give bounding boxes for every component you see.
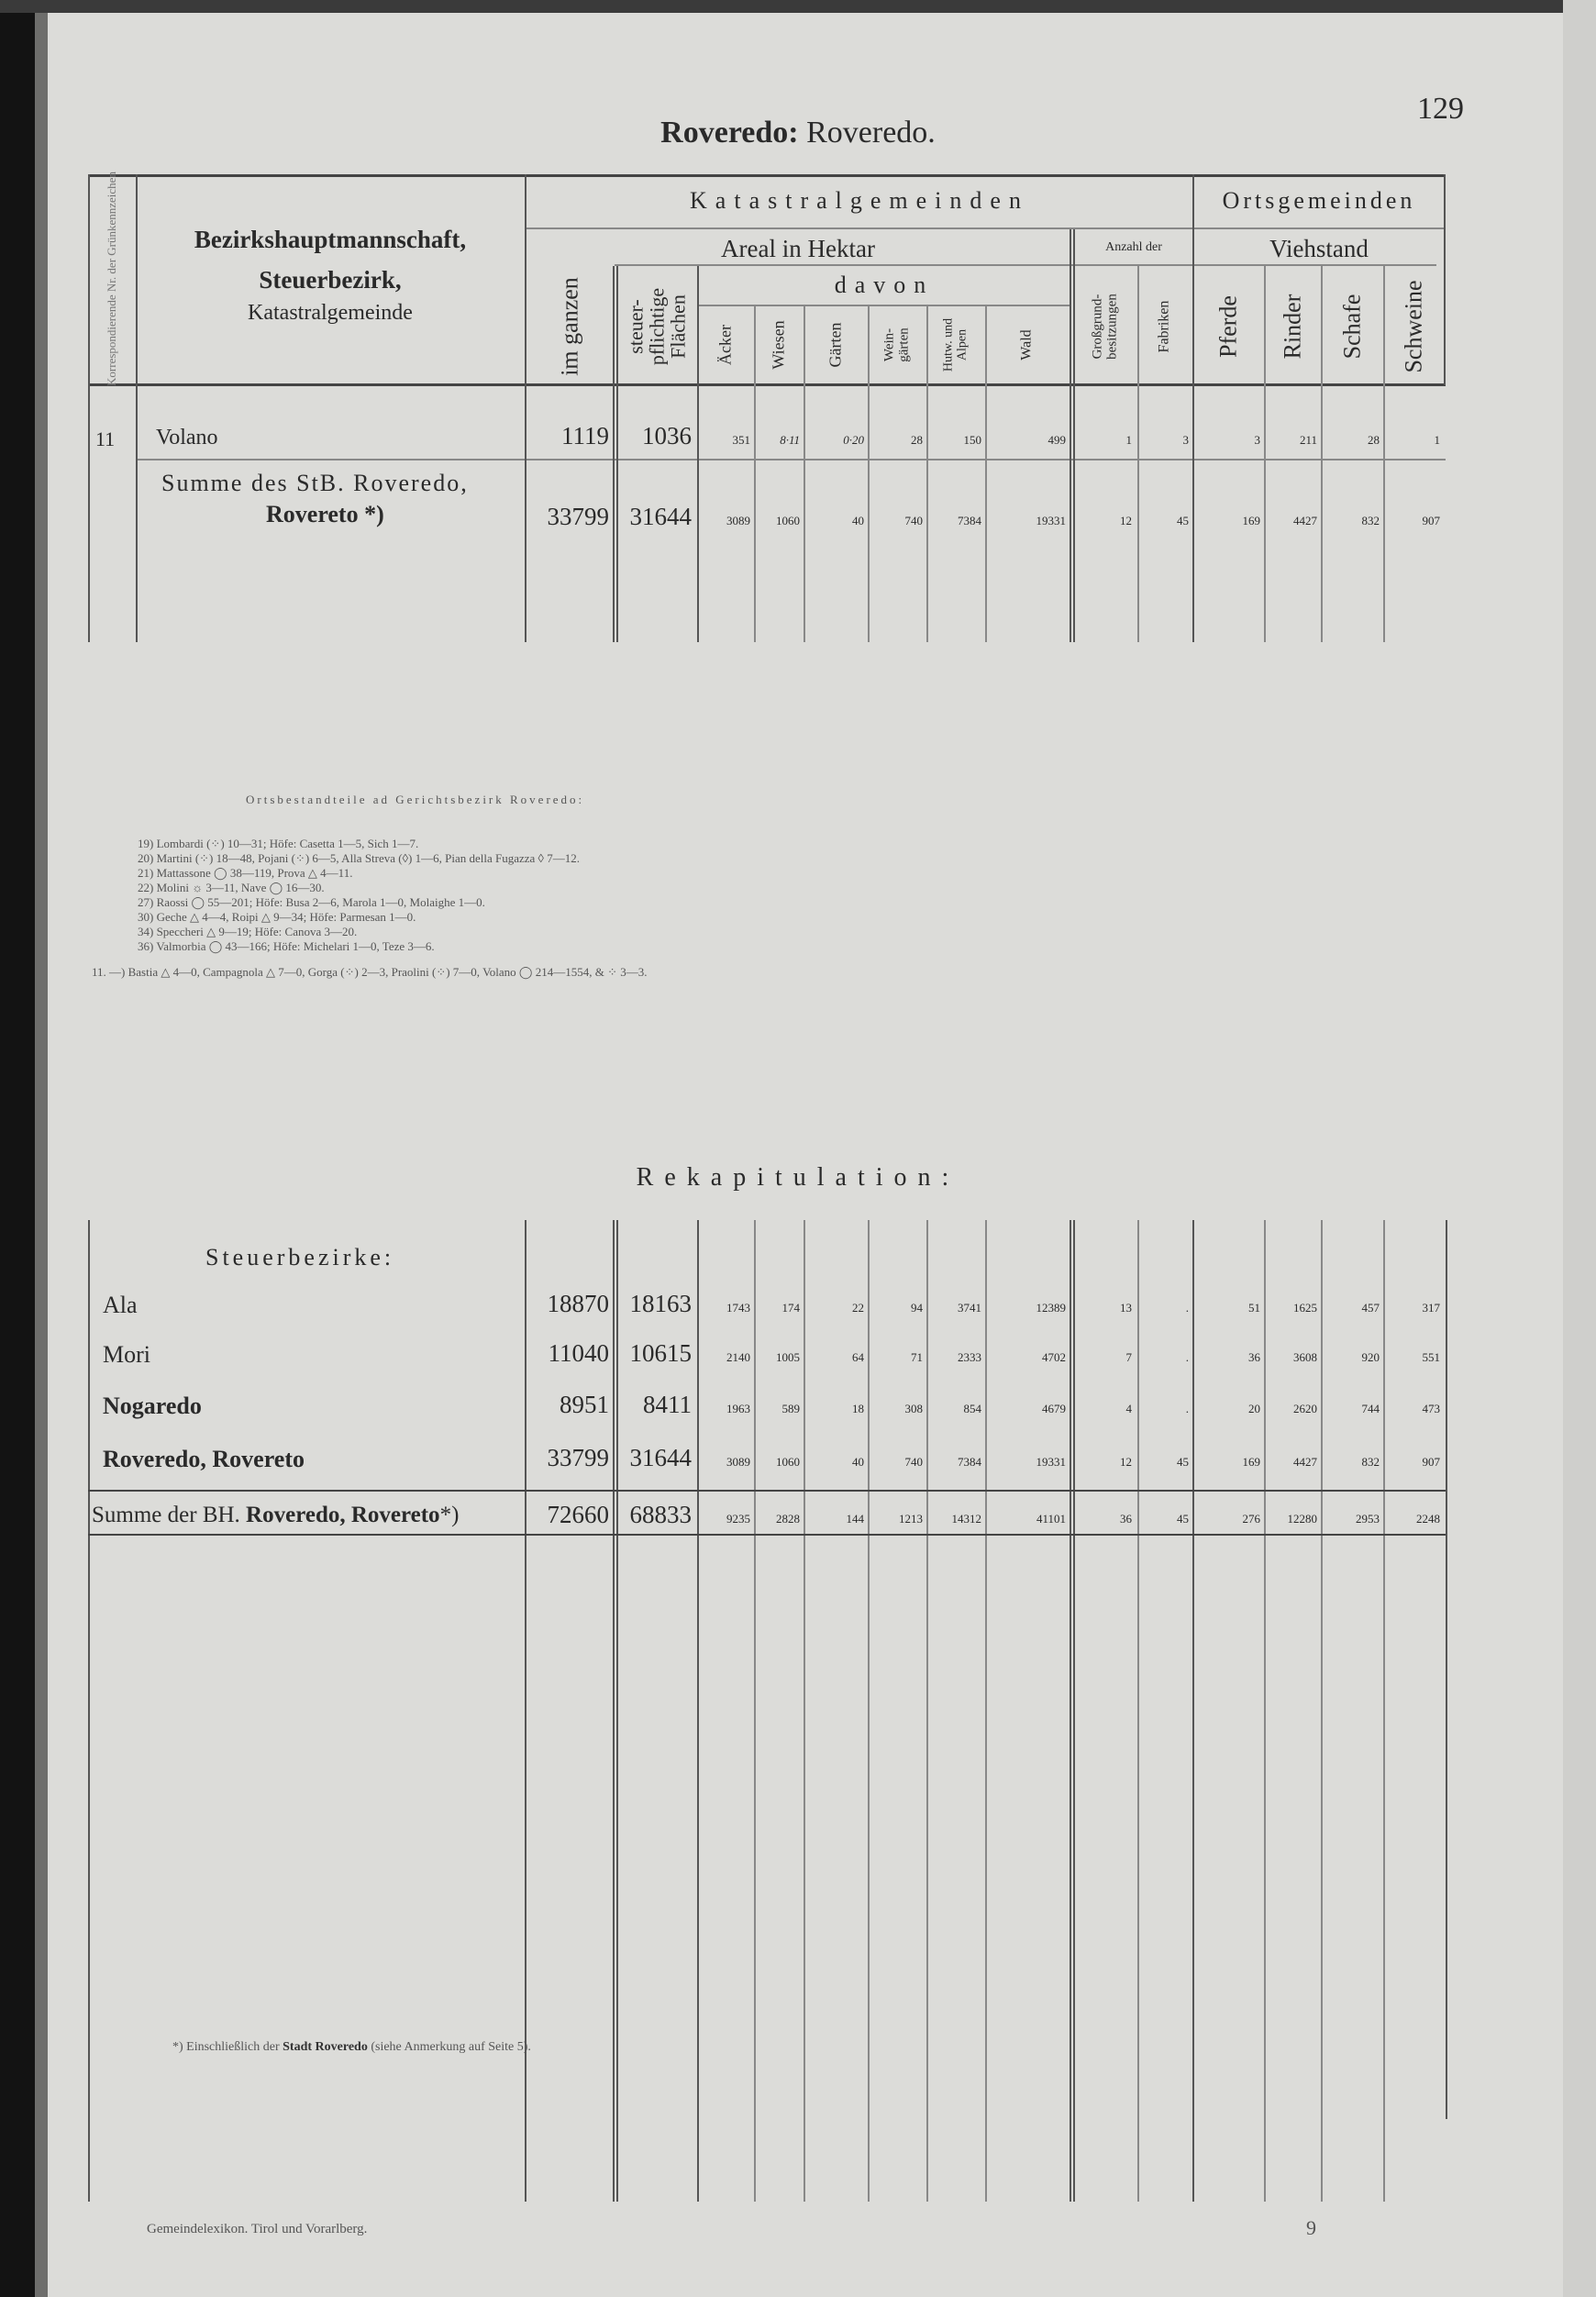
col-wiesen: Wiesen <box>769 320 788 370</box>
row-volano-wein: 28 <box>911 433 923 447</box>
right-scan-edge <box>1563 0 1596 2297</box>
page-number: 129 <box>1417 92 1464 126</box>
ort-line: 27) Raossi ◯ 55—201; Höfe: Busa 2—6, Marola 1—0, Molaighe 1—0. <box>138 895 485 909</box>
summary-hutw: 7384 <box>958 514 981 527</box>
rekap-cell-wald: 4679 <box>1042 1402 1066 1415</box>
col-schafe: Schafe <box>1338 294 1366 360</box>
vrule <box>1321 1220 1323 2202</box>
rekap-total-grossgrund: 36 <box>1120 1512 1132 1526</box>
col-aecker: Äcker <box>715 325 735 365</box>
rekap-cell-wald: 19331 <box>1036 1455 1066 1469</box>
summary-wein: 740 <box>904 514 923 527</box>
rekap-cell-schafe: 744 <box>1361 1402 1380 1415</box>
ort-line: 34) Speccheri △ 9—19; Höfe: Canova 3—20. <box>138 925 358 938</box>
rekap-cell-fabriken: . <box>1185 1301 1189 1315</box>
rekap-cell-grossgrund: 12 <box>1120 1455 1132 1469</box>
ort-line: 19) Lombardi (⁘) 10—31; Höfe: Casetta 1—5, Sich 1—7. <box>138 837 419 850</box>
rekap-cell-schweine: 907 <box>1422 1455 1440 1469</box>
table-header-bottom-rule <box>88 383 1446 386</box>
col-weingaerten: Wein-gärten <box>881 327 911 362</box>
summary-grossgrund: 12 <box>1120 514 1132 527</box>
rekap-cell-schweine: 317 <box>1422 1301 1440 1315</box>
rekap-cell-rinder: 3608 <box>1293 1350 1317 1364</box>
rekap-cell-im-ganzen: 33799 <box>547 1444 609 1471</box>
rekap-total-aecker: 9235 <box>726 1512 750 1526</box>
row-rule <box>138 459 1446 461</box>
rekap-cell-hutw: 854 <box>963 1402 981 1415</box>
rekap-cell-fabriken: . <box>1185 1402 1189 1415</box>
vrule <box>868 306 870 642</box>
rekap-cell-gaerten: 64 <box>852 1350 864 1364</box>
rekap-cell-wald: 12389 <box>1036 1301 1066 1315</box>
rekap-cell-hutw: 3741 <box>958 1301 981 1315</box>
rekap-cell-wiesen: 1005 <box>776 1350 800 1364</box>
rekap-subheading: Steuerbezirke: <box>205 1244 395 1271</box>
ortsbestandteile-heading: Ortsbestandteile ad Gerichtsbezirk Roveredo: <box>246 793 585 806</box>
row-volano-hutw: 150 <box>963 433 981 447</box>
ort-line: 21) Mattassone ◯ 38—119, Prova △ 4—11. <box>138 866 353 880</box>
rekap-cell-steuer: 18163 <box>629 1290 692 1317</box>
rekap-cell-wein: 71 <box>911 1350 923 1364</box>
row-volano-name: Volano <box>156 426 218 449</box>
page-title-bold: Roveredo: <box>660 116 799 150</box>
row-volano-schweine: 1 <box>1434 433 1440 447</box>
rekap-cell-pferde: 36 <box>1248 1350 1260 1364</box>
rekap-cell-fabriken: . <box>1185 1350 1189 1364</box>
rekap-cell-wein: 94 <box>911 1301 923 1315</box>
rekap-cell-grossgrund: 4 <box>1125 1402 1132 1415</box>
col-pferde: Pferde <box>1214 295 1242 358</box>
row-volano-gaerten: 0·20 <box>843 433 864 447</box>
rekap-total-bottom-rule <box>88 1534 1446 1536</box>
vrule <box>1383 1220 1385 2202</box>
rekap-total-schweine: 2248 <box>1416 1512 1440 1526</box>
rekap-cell-steuer: 31644 <box>629 1444 692 1471</box>
rekap-total-pferde: 276 <box>1242 1512 1260 1526</box>
rekap-row-name: Roveredo, Rovereto <box>103 1446 305 1472</box>
rekap-cell-gaerten: 40 <box>852 1455 864 1469</box>
ort-line: 11. —) Bastia △ 4—0, Campagnola △ 7—0, Gorga (⁘) 2—3, Praolini (⁘) 7—0, Volano ◯ 214—1554, & ⁘ 3—3. <box>92 965 648 979</box>
page-title-plain: Roveredo. <box>806 116 936 150</box>
table-top-rule <box>88 174 1446 177</box>
rekap-cell-rinder: 4427 <box>1293 1455 1317 1469</box>
header-rule-2 <box>615 264 1436 266</box>
summary-gaerten: 40 <box>852 514 864 527</box>
rekap-cell-wein: 740 <box>904 1455 923 1469</box>
rekap-row-name: Mori <box>103 1341 150 1368</box>
footnote-text-c: (siehe Anmerkung auf Seite 5). <box>371 2040 531 2054</box>
vrule <box>697 1220 699 2202</box>
rekap-cell-steuer: 10615 <box>629 1339 692 1367</box>
rekap-cell-pferde: 51 <box>1248 1301 1260 1315</box>
ortsgemeinden-header: Ortsgemeinden <box>1222 187 1416 214</box>
vrule <box>754 306 756 642</box>
viehstand-header: Viehstand <box>1269 235 1369 262</box>
rekap-cell-hutw: 7384 <box>958 1455 981 1469</box>
summary-line1 <box>161 470 469 497</box>
vrule <box>88 174 90 642</box>
vrule <box>1137 266 1139 642</box>
summary-schweine: 907 <box>1422 514 1440 527</box>
rekap-row-name: Ala <box>103 1292 138 1318</box>
row-volano-rinder: 211 <box>1299 433 1317 447</box>
rekap-total-wein: 1213 <box>899 1512 923 1526</box>
rekap-cell-wald: 4702 <box>1042 1350 1066 1364</box>
rekap-cell-rinder: 2620 <box>1293 1402 1317 1415</box>
footer-left: Gemeindelexikon. Tirol und Vorarlberg. <box>147 2222 368 2236</box>
summary-wiesen: 1060 <box>776 514 800 527</box>
rekap-cell-im-ganzen: 8951 <box>560 1391 609 1418</box>
ort-line: 20) Martini (⁘) 18—48, Pojani (⁘) 6—5, Alla Streva (◊) 1—6, Pian della Fugazza ◊ 7—12. <box>138 851 580 865</box>
rekap-cell-wiesen: 1060 <box>776 1455 800 1469</box>
rekap-total-suffix: *) <box>439 1503 460 1527</box>
rekap-total-im-ganzen: 72660 <box>547 1501 609 1528</box>
rekap-total-gaerten: 144 <box>846 1512 864 1526</box>
summary-im-ganzen: 33799 <box>547 503 609 530</box>
rekap-total-wald: 41101 <box>1036 1512 1066 1526</box>
col-fabriken: Fabriken <box>1156 300 1172 353</box>
rekap-cell-gaerten: 18 <box>852 1402 864 1415</box>
col-schweine: Schweine <box>1400 280 1427 373</box>
row-volano-steuer: 1036 <box>642 422 692 449</box>
rekap-cell-hutw: 2333 <box>958 1350 981 1364</box>
vrule <box>985 1220 987 2202</box>
rekap-total-hutw: 14312 <box>951 1512 981 1526</box>
col-wald: Wald <box>1018 329 1035 361</box>
vrule <box>868 1220 870 2202</box>
vrule <box>1321 266 1323 642</box>
vrule <box>613 266 615 642</box>
vrule <box>1073 1220 1075 2202</box>
summary-pferde: 169 <box>1242 514 1260 527</box>
col-hutweiden: Hutw. und Alpen <box>941 317 969 372</box>
row-volano-im-ganzen: 1119 <box>561 422 609 449</box>
footnote-star: *) <box>172 2040 183 2054</box>
vrule <box>1264 1220 1266 2202</box>
col-rinder: Rinder <box>1279 294 1306 360</box>
vrule <box>1137 1220 1139 2202</box>
ort-line: 30) Geche △ 4—4, Roipi △ 9—34; Höfe: Parmesan 1—0. <box>138 910 416 924</box>
vrule <box>697 266 699 642</box>
davon-header: davon <box>834 272 935 298</box>
summary-fabriken: 45 <box>1177 514 1189 527</box>
rekap-cell-im-ganzen: 18870 <box>547 1290 609 1317</box>
rekap-cell-gaerten: 22 <box>852 1301 864 1315</box>
rekap-total-bold: Roveredo, Rovereto <box>246 1503 440 1527</box>
rekap-cell-aecker: 1963 <box>726 1402 750 1415</box>
vrule <box>804 306 805 642</box>
rekap-cell-grossgrund: 7 <box>1125 1350 1132 1364</box>
vrule <box>616 266 618 642</box>
footnote <box>172 2040 531 2055</box>
col-name-line3: Katastralgemeinde <box>248 301 413 325</box>
col-gaerten: Gärten <box>826 322 845 368</box>
side-column-label: Korrespondierende Nr. der Grünkennzeichen <box>105 172 119 386</box>
vrule <box>1192 1220 1194 2202</box>
col-name-line1: Bezirkshauptmannschaft, <box>194 226 467 253</box>
rekap-cell-grossgrund: 13 <box>1120 1301 1132 1315</box>
rekap-cell-schweine: 473 <box>1422 1402 1440 1415</box>
vrule <box>1070 1220 1071 2202</box>
vrule <box>1383 266 1385 642</box>
rekap-total-rule <box>88 1490 1446 1492</box>
row-volano-schafe: 28 <box>1368 433 1380 447</box>
rekap-heading: Rekapitulation: <box>636 1163 960 1192</box>
row-volano-wiesen: 8·11 <box>780 433 800 447</box>
ort-line: 22) Molini ☼ 3—11, Nave ◯ 16—30. <box>138 881 325 894</box>
top-scan-edge <box>0 0 1596 13</box>
rekap-cell-pferde: 169 <box>1242 1455 1260 1469</box>
col-grossgrund: Großgrund-besitzungen <box>1090 294 1119 360</box>
areal-header: Areal in Hektar <box>721 235 875 262</box>
vrule <box>985 306 987 642</box>
rekap-cell-wiesen: 589 <box>781 1402 800 1415</box>
row-volano-pferde: 3 <box>1254 433 1260 447</box>
rekap-cell-fabriken: 45 <box>1177 1455 1189 1469</box>
vrule <box>926 306 928 642</box>
col-steuerpflichtige: steuer-pflichtige Flächen <box>624 287 690 366</box>
row-volano-grossgrund: 1 <box>1125 433 1132 447</box>
rekap-cell-schafe: 920 <box>1361 1350 1380 1364</box>
col-name-line2: Steuerbezirk, <box>259 266 402 294</box>
rekap-total-label <box>92 1503 459 1528</box>
ort-line: 36) Valmorbia ◯ 43—166; Höfe: Michelari 1—0, Teze 3—6. <box>138 939 435 953</box>
page-title <box>0 116 1596 150</box>
book-binding-edge <box>0 0 35 2297</box>
row-volano-wald: 499 <box>1047 433 1066 447</box>
rekap-total-wiesen: 2828 <box>776 1512 800 1526</box>
row-volano-nr: 11 <box>95 427 116 450</box>
rekap-cell-schweine: 551 <box>1422 1350 1440 1364</box>
rekap-cell-aecker: 3089 <box>726 1455 750 1469</box>
rekap-total-schafe: 2953 <box>1356 1512 1380 1526</box>
anzahl-header: Anzahl der <box>1105 240 1162 254</box>
row-volano-fabriken: 3 <box>1182 433 1189 447</box>
vrule <box>1070 229 1071 642</box>
rekap-total-rinder: 12280 <box>1287 1512 1317 1526</box>
summary-steuer: 31644 <box>629 503 692 530</box>
rekap-cell-aecker: 2140 <box>726 1350 750 1364</box>
rekap-cell-pferde: 20 <box>1248 1402 1260 1415</box>
vrule <box>926 1220 928 2202</box>
summary-schafe: 832 <box>1361 514 1380 527</box>
footer-right: 9 <box>1306 2216 1316 2239</box>
rekap-cell-aecker: 1743 <box>726 1301 750 1315</box>
rekap-cell-steuer: 8411 <box>643 1391 692 1418</box>
book-binding-shadow <box>35 0 48 2297</box>
vrule <box>88 1220 90 2202</box>
summary-line2: Rovereto *) <box>266 501 384 527</box>
rekap-total-fabriken: 45 <box>1177 1512 1189 1526</box>
vrule <box>1446 1220 1447 2119</box>
summary-wald: 19331 <box>1036 514 1066 527</box>
vrule <box>1444 174 1446 385</box>
rekap-cell-im-ganzen: 11040 <box>548 1339 609 1367</box>
rekap-cell-wein: 308 <box>904 1402 923 1415</box>
vrule <box>804 1220 805 2202</box>
rekap-total-prefix: Summe der BH. <box>92 1503 247 1527</box>
rekap-cell-wiesen: 174 <box>781 1301 800 1315</box>
header-rule-1 <box>525 227 1446 229</box>
katastralgemeinden-header: Katastralgemeinden <box>690 187 1029 214</box>
col-im-ganzen: im ganzen <box>556 277 583 376</box>
summary-aecker: 3089 <box>726 514 750 527</box>
footnote-text-a: Einschließlich der <box>186 2040 280 2054</box>
rekap-total-steuer: 68833 <box>629 1501 692 1528</box>
summary-line1-text: Summe des StB. Roveredo, <box>161 470 469 496</box>
footnote-text-b: Stadt Roveredo <box>283 2040 368 2054</box>
rekap-cell-schafe: 832 <box>1361 1455 1380 1469</box>
summary-rinder: 4427 <box>1293 514 1317 527</box>
rekap-cell-schafe: 457 <box>1361 1301 1380 1315</box>
rekap-row-name: Nogaredo <box>103 1393 202 1419</box>
vrule <box>754 1220 756 2202</box>
vrule <box>613 1220 615 2202</box>
row-volano-aecker: 351 <box>732 433 750 447</box>
vrule <box>1264 266 1266 642</box>
rekap-cell-rinder: 1625 <box>1293 1301 1317 1315</box>
